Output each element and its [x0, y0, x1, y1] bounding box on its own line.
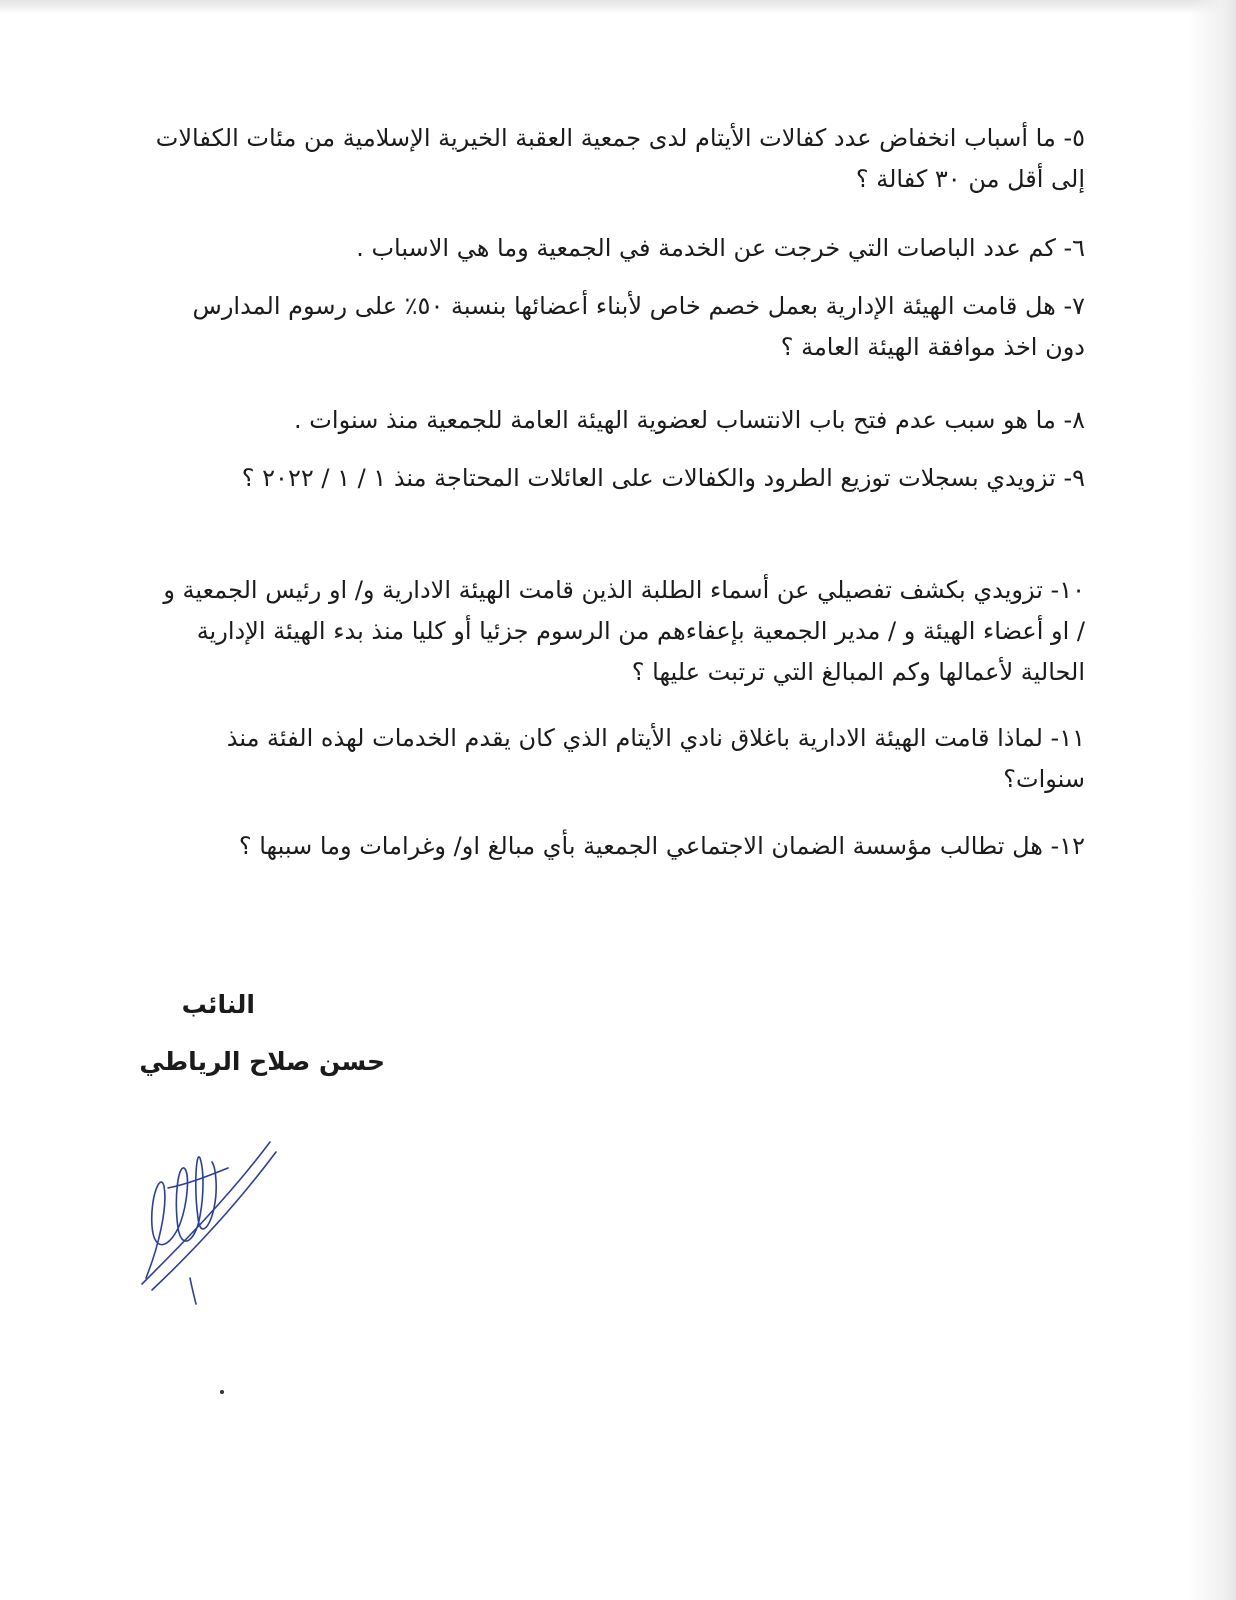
- scan-speck: [220, 1390, 224, 1394]
- question-9: ٩- تزويدي بسجلات توزيع الطرود والكفالات على العائلات المحتاجة منذ ١ / ١ / ٢٠٢٢ ؟: [241, 464, 1085, 492]
- signatory-name: حسن صلاح الرياطي: [139, 1047, 385, 1076]
- scan-shadow-top: [0, 0, 1236, 14]
- question-7: ٧- هل قامت الهيئة الإدارية بعمل خصم خاص لأبناء أعضائها بنسبة ٥٠٪ على رسوم المدارس دون اخذ موافقة الهيئة العامة ؟: [192, 292, 1085, 361]
- scan-shadow-right: [1188, 0, 1236, 1600]
- question-11: ١١- لماذا قامت الهيئة الادارية باغلاق نادي الأيتام الذي كان يقدم الخدمات لهذه الفئة منذ سنوات؟: [226, 724, 1085, 793]
- signatory-title: النائب: [181, 990, 255, 1019]
- question-8: ٨- ما هو سبب عدم فتح باب الانتساب لعضوية الهيئة العامة للجمعية منذ سنوات .: [294, 406, 1085, 434]
- question-10: ١٠- تزويدي بكشف تفصيلي عن أسماء الطلبة الذين قامت الهيئة الادارية و/ او رئيس الجمعية و / او أعضاء الهيئة و / مدير الجمعية بإعفاءهم من الرسوم جزئيا أو كليا منذ بدء الهيئة الإدارية الحالية لأعمالها وكم المبالغ التي ترتبت عليها ؟: [163, 576, 1085, 686]
- question-12: ١٢- هل تطالب مؤسسة الضمان الاجتماعي الجمعية بأي مبالغ او/ وغرامات وما سببها ؟: [238, 832, 1085, 860]
- question-6: ٦- كم عدد الباصات التي خرجت عن الخدمة في الجمعية وما هي الاسباب .: [356, 234, 1085, 262]
- handwritten-signature: [138, 1128, 278, 1308]
- question-5: ٥- ما أسباب انخفاض عدد كفالات الأيتام لدى جمعية العقبة الخيرية الإسلامية من مئات الكفالات إلى أقل من ٣٠ كفالة ؟: [155, 124, 1085, 193]
